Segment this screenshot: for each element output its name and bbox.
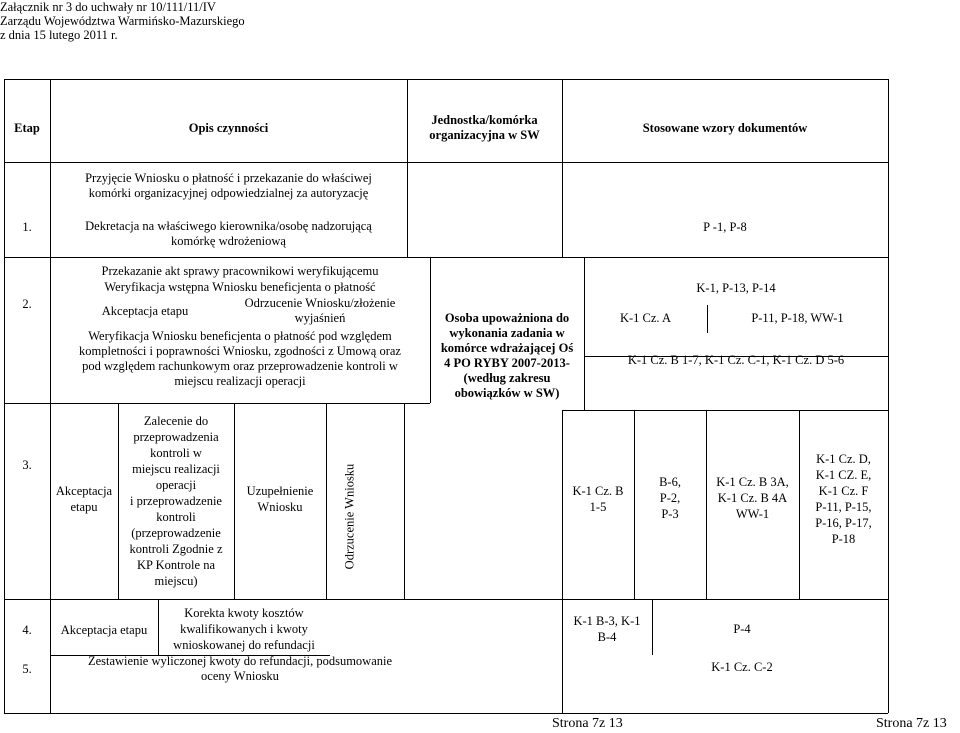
jednostka-line6: obowiązków w SW) bbox=[454, 386, 560, 400]
row3-forms-3b: K-1 Cz. B 4A bbox=[717, 491, 788, 505]
row4-forms-2: P-4 bbox=[733, 622, 751, 636]
row4-forms-1b: B-4 bbox=[597, 630, 617, 644]
row2-weryfikacja-3: pod względem rachunkowym oraz przeprowadzenie kontroli w bbox=[82, 359, 398, 373]
row1-a-line2: komórki organizacyjnej odpowiedzialnej za autoryzację bbox=[88, 186, 369, 200]
header-opis: Opis czynności bbox=[188, 121, 269, 135]
row2-odrzucenie-1: Odrzucenie Wniosku/złożenie bbox=[244, 296, 396, 310]
jednostka-line2: wykonania zadania w bbox=[449, 326, 565, 340]
row3-number: 3. bbox=[22, 458, 32, 472]
header-jednostka-1: Jednostka/komórka bbox=[431, 113, 538, 127]
row2-odrzucenie-2: wyjaśnień bbox=[294, 311, 346, 325]
row5-zestawienie-2: oceny Wniosku bbox=[201, 669, 279, 683]
row2-weryfikacja-1: Weryfikacja Wniosku beneficjenta o płatność pod względem bbox=[88, 329, 392, 343]
row5-zestawienie-1: Zestawienie wyliczonej kwoty do refundacji, podsumowanie bbox=[87, 654, 393, 668]
row2-number: 2. bbox=[22, 297, 32, 311]
jednostka-line1: Osoba upoważniona do bbox=[444, 311, 570, 325]
row2-forms-a: K-1, P-13, P-14 bbox=[696, 281, 776, 295]
row2-line2: Weryfikacja wstępna Wniosku beneficjenta o płatność bbox=[104, 280, 376, 294]
row5-forms: K-1 Cz. C-2 bbox=[711, 660, 773, 674]
row2-forms-b1: K-1 Cz. A bbox=[619, 311, 672, 325]
row3-forms-4e: P-16, P-17, bbox=[815, 516, 872, 530]
row4-number: 4. bbox=[22, 623, 32, 637]
row3-forms-4c: K-1 Cz. F bbox=[818, 484, 869, 498]
document-header bbox=[0, 0, 245, 42]
jednostka-line3: komórce wdrażającej Oś bbox=[440, 341, 574, 355]
header-line-1: Załącznik nr 3 do uchwały nr 10/111/11/IV bbox=[0, 0, 216, 14]
row3-forms-4a: K-1 Cz. D, bbox=[816, 452, 871, 466]
row4-akceptacja: Akceptacja etapu bbox=[60, 623, 148, 637]
row3-forms-4f: P-18 bbox=[831, 532, 856, 546]
jednostka-line5: (według zakresu bbox=[463, 371, 551, 385]
row1-a-line1: Przyjęcie Wniosku o płatność i przekazanie do właściwej bbox=[85, 171, 372, 185]
footer-page-left: Strona 7z 13 bbox=[552, 716, 623, 731]
row3-forms-2c: P-3 bbox=[661, 507, 679, 521]
row5-number: 5. bbox=[22, 662, 32, 676]
row3-forms-4b: K-1 CZ. E, bbox=[815, 468, 872, 482]
row1-b-line1: Dekretacja na właściwego kierownika/osobę nadzorującą bbox=[85, 219, 372, 233]
row3-uzupelnienie-2: Wniosku bbox=[257, 500, 303, 514]
row1-forms: P -1, P-8 bbox=[703, 220, 747, 234]
row3-uzupelnienie-1: Uzupełnienie bbox=[246, 484, 314, 498]
row3-forms-3a: K-1 Cz. B 3A, bbox=[716, 475, 789, 489]
row1-b-line2: komórkę wdrożeniową bbox=[171, 234, 286, 248]
row2-akceptacja: Akceptacja etapu bbox=[101, 304, 189, 318]
row4-korekta-1: Korekta kwoty kosztów bbox=[184, 606, 304, 620]
row4-korekta-3: wnioskowanej do refundacji bbox=[173, 638, 315, 652]
header-etap: Etap bbox=[14, 121, 40, 135]
row3-forms-1a: K-1 Cz. B bbox=[572, 484, 624, 498]
row3-forms-2a: B-6, bbox=[659, 475, 681, 489]
row3-forms-1b: 1-5 bbox=[589, 500, 607, 514]
row2-forms-c: K-1 Cz. B 1-7, K-1 Cz. C-1, K-1 Cz. D 5-6 bbox=[627, 353, 845, 367]
row2-weryfikacja-2: kompletności i poprawności Wniosku, zgodności z Umową oraz bbox=[79, 344, 401, 358]
row3-odrzucenie: Odrzucenie Wniosku bbox=[342, 463, 357, 570]
row3-forms-2b: P-2, bbox=[659, 491, 681, 505]
header-jednostka-2: organizacyjna w SW bbox=[429, 128, 540, 142]
header-wzory: Stosowane wzory dokumentów bbox=[642, 121, 808, 135]
row4-forms-1a: K-1 B-3, K-1 bbox=[573, 614, 641, 628]
row2-forms-b2: P-11, P-18, WW-1 bbox=[751, 311, 844, 325]
header-line-3: z dnia 15 lutego 2011 r. bbox=[0, 28, 118, 42]
row3-akceptacja-2: etapu bbox=[70, 500, 98, 514]
row2-line1: Przekazanie akt sprawy pracownikowi weryfikującemu bbox=[101, 264, 379, 278]
row3-forms-3c: WW-1 bbox=[735, 507, 770, 521]
row3-akceptacja-1: Akceptacja bbox=[55, 484, 113, 498]
row2-weryfikacja-4: miejscu realizacji operacji bbox=[174, 374, 306, 388]
footer-page-right: Strona 7z 13 bbox=[876, 716, 947, 731]
row3-forms-4d: P-11, P-15, bbox=[815, 500, 872, 514]
header-line-2: Zarządu Województwa Warmińsko-Mazurskiego bbox=[0, 14, 245, 28]
jednostka-line4: 4 PO RYBY 2007-2013- bbox=[444, 356, 570, 370]
row4-korekta-2: kwalifikowanych i kwoty bbox=[180, 622, 308, 636]
row1-number: 1. bbox=[22, 220, 32, 234]
